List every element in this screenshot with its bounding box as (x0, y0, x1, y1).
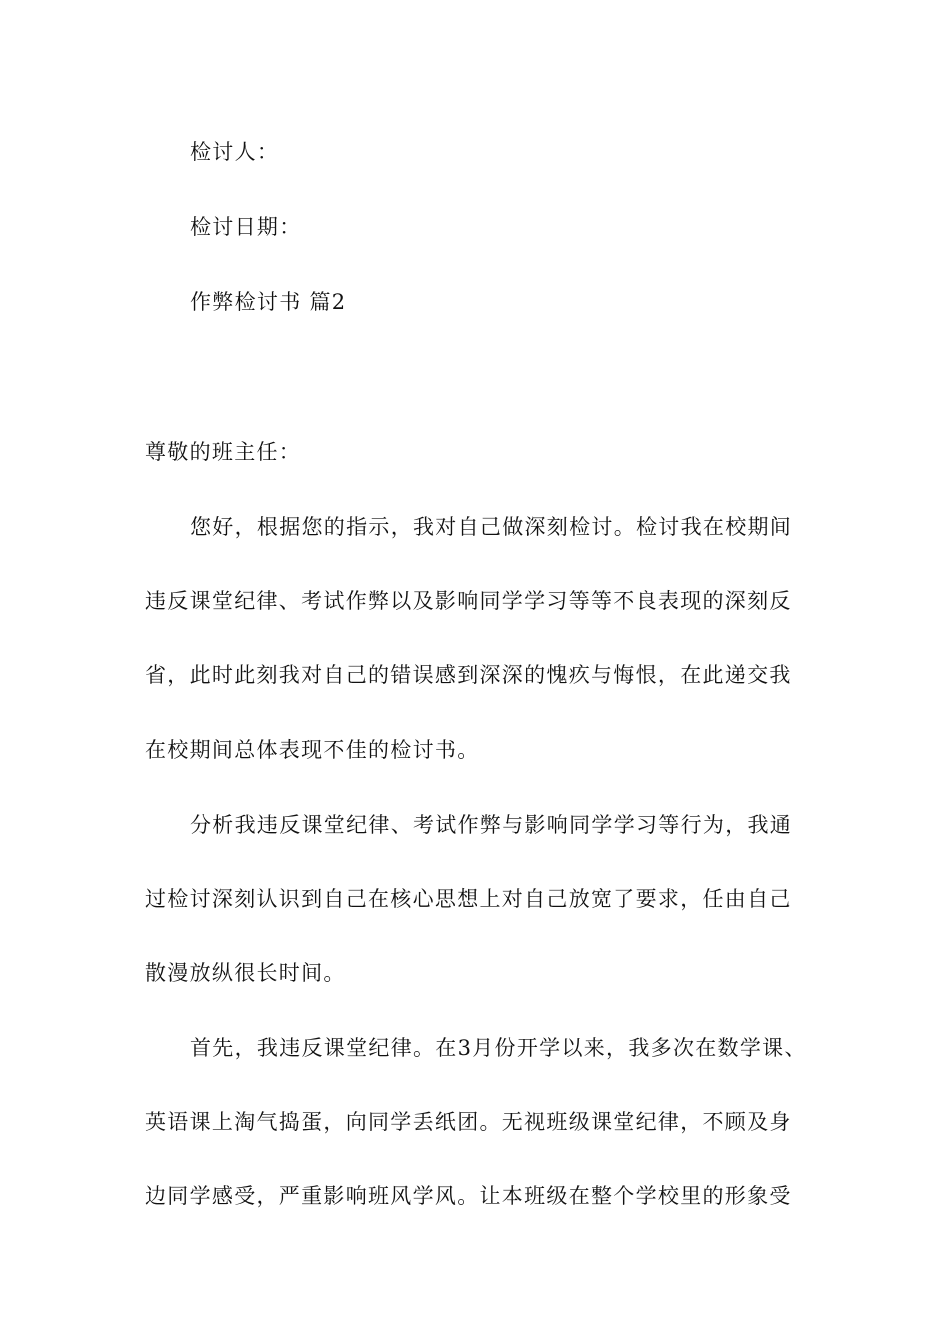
paragraph-line: 边同学感受，严重影响班风学风。让本班级在整个学校里的形象受 (145, 1184, 792, 1208)
paragraph-line: 英语课上淘气捣蛋，向同学丢纸团。无视班级课堂纪律，不顾及身 (145, 1110, 792, 1134)
paragraph-line: 过检讨深刻认识到自己在核心思想上对自己放宽了要求，任由自己 (145, 887, 792, 911)
review-date-label: 检讨日期： (190, 215, 302, 239)
paragraph-line: 首先，我违反课堂纪律。在3月份开学以来，我多次在数学课、 (190, 1036, 807, 1060)
salutation: 尊敬的班主任： (145, 440, 302, 464)
paragraph-line: 分析我违反课堂纪律、考试作弊与影响同学学习等行为，我通 (190, 813, 793, 837)
paragraph-line: 违反课堂纪律、考试作弊以及影响同学学习等等不良表现的深刻反 (145, 589, 792, 613)
reviewer-label: 检讨人： (190, 140, 280, 164)
section-title: 作弊检讨书 篇2 (190, 290, 347, 314)
paragraph-line: 您好，根据您的指示，我对自己做深刻检讨。检讨我在校期间 (190, 515, 793, 539)
paragraph-line: 散漫放纵很长时间。 (145, 961, 346, 985)
paragraph-line: 在校期间总体表现不佳的检讨书。 (145, 738, 480, 762)
paragraph-line: 省，此时此刻我对自己的错误感到深深的愧疚与悔恨，在此递交我 (145, 663, 792, 687)
